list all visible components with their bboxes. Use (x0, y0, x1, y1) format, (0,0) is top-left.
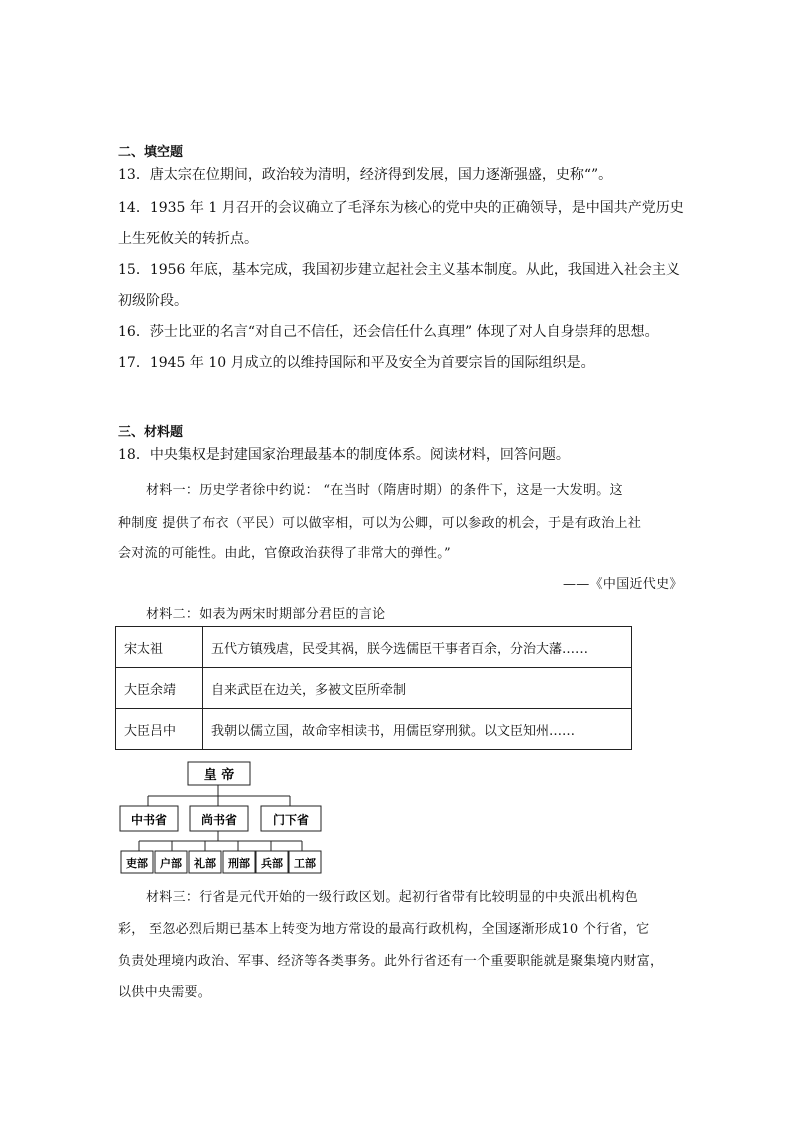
material-1-line-2: 种制度 提供了布衣（平民）可以做宰相，可以为公卿，可以参政的机会，于是有政治上社 (118, 516, 642, 531)
ministry-label: 礼部 (194, 857, 216, 870)
table-row (116, 709, 632, 750)
ministry-label: 户部 (160, 857, 182, 870)
table-row (116, 668, 632, 709)
quote-cell: 自来武臣在边关，多被文臣所牵制 (203, 668, 632, 709)
quote-cell: 五代方镇残虐，民受其祸，朕今选儒臣干事者百余，分治大藩…… (203, 627, 632, 668)
ministry-label: 兵部 (261, 857, 283, 870)
question-15-line-2: 初级阶段。 (118, 293, 188, 309)
material-3-line-3: 负责处理境内政治、军事、经济等各类事务。此外行省还有一个重要职能就是聚集境内财富， (118, 954, 664, 969)
speaker-cell: 大臣余靖 (116, 668, 203, 709)
section-3-heading: 三、材料题 (118, 425, 184, 440)
material-3-line-4: 以供中央需要。 (118, 985, 212, 1000)
emperor-label: 皇 帝 (203, 768, 235, 783)
shangshu-label: 尚书省 (200, 813, 238, 827)
material-1-source: ——《中国近代史》 (563, 577, 683, 592)
material-1-line-3: 会对流的可能性。由此，官僚政治获得了非常大的弹性。” (118, 546, 451, 561)
speech-table (115, 626, 632, 750)
menxia-label: 门下省 (272, 813, 310, 827)
question-14-line-2: 上生死攸关的转折点。 (118, 231, 258, 247)
ministry-label: 工部 (294, 857, 316, 870)
question-18: 18．中央集权是封建国家治理最基本的制度体系。阅读材料，回答问题。 (118, 447, 570, 463)
material-3-line-2: 彩， 至忽必烈后期已基本上转变为地方常设的最高行政机构，全国逐渐形成10 个行省，它 (118, 922, 650, 937)
speaker-cell: 宋太祖 (116, 627, 203, 668)
question-16: 16．莎士比亚的名言“对自己不信任，还会信任什么真理” 体现了对人自身崇拜的思想。 (118, 324, 659, 340)
question-17: 17．1945 年 10 月成立的以维持国际和平及安全为首要宗旨的国际组织是。 (118, 355, 595, 371)
table-row (116, 627, 632, 668)
zhongshu-label: 中书省 (130, 813, 168, 827)
material-1-line-1: 材料一：历史学者徐中约说： “在当时（隋唐时期）的条件下，这是一大发明。这 (146, 483, 623, 498)
speaker-cell: 大臣吕中 (116, 709, 203, 750)
ministry-label: 刑部 (228, 857, 250, 870)
material-2-intro: 材料二：如表为两宋时期部分君臣的言论 (146, 607, 386, 622)
material-3-line-1: 材料三：行省是元代开始的一级行政区划。起初行省带有比较明显的中央派出机构色 (146, 890, 639, 905)
quote-cell: 我朝以儒立国，故命宰相读书，用儒臣穿刑狱。以文臣知州…… (203, 709, 632, 750)
section-2-heading: 二、填空题 (118, 145, 184, 160)
question-15-line-1: 15．1956 年底，基本完成，我国初步建立起社会主义基本制度。从此，我国进入社会主义 (118, 262, 680, 278)
three-departments-six-ministries-diagram (116, 758, 326, 876)
ministry-label: 吏部 (126, 857, 148, 870)
question-13: 13．唐太宗在位期间，政治较为清明，经济得到发展，国力逐渐强盛，史称“”。 (118, 167, 613, 183)
question-14-line-1: 14．1935 年 1 月召开的会议确立了毛泽东为核心的党中央的正确领导，是中国共产党历史 (118, 200, 684, 216)
